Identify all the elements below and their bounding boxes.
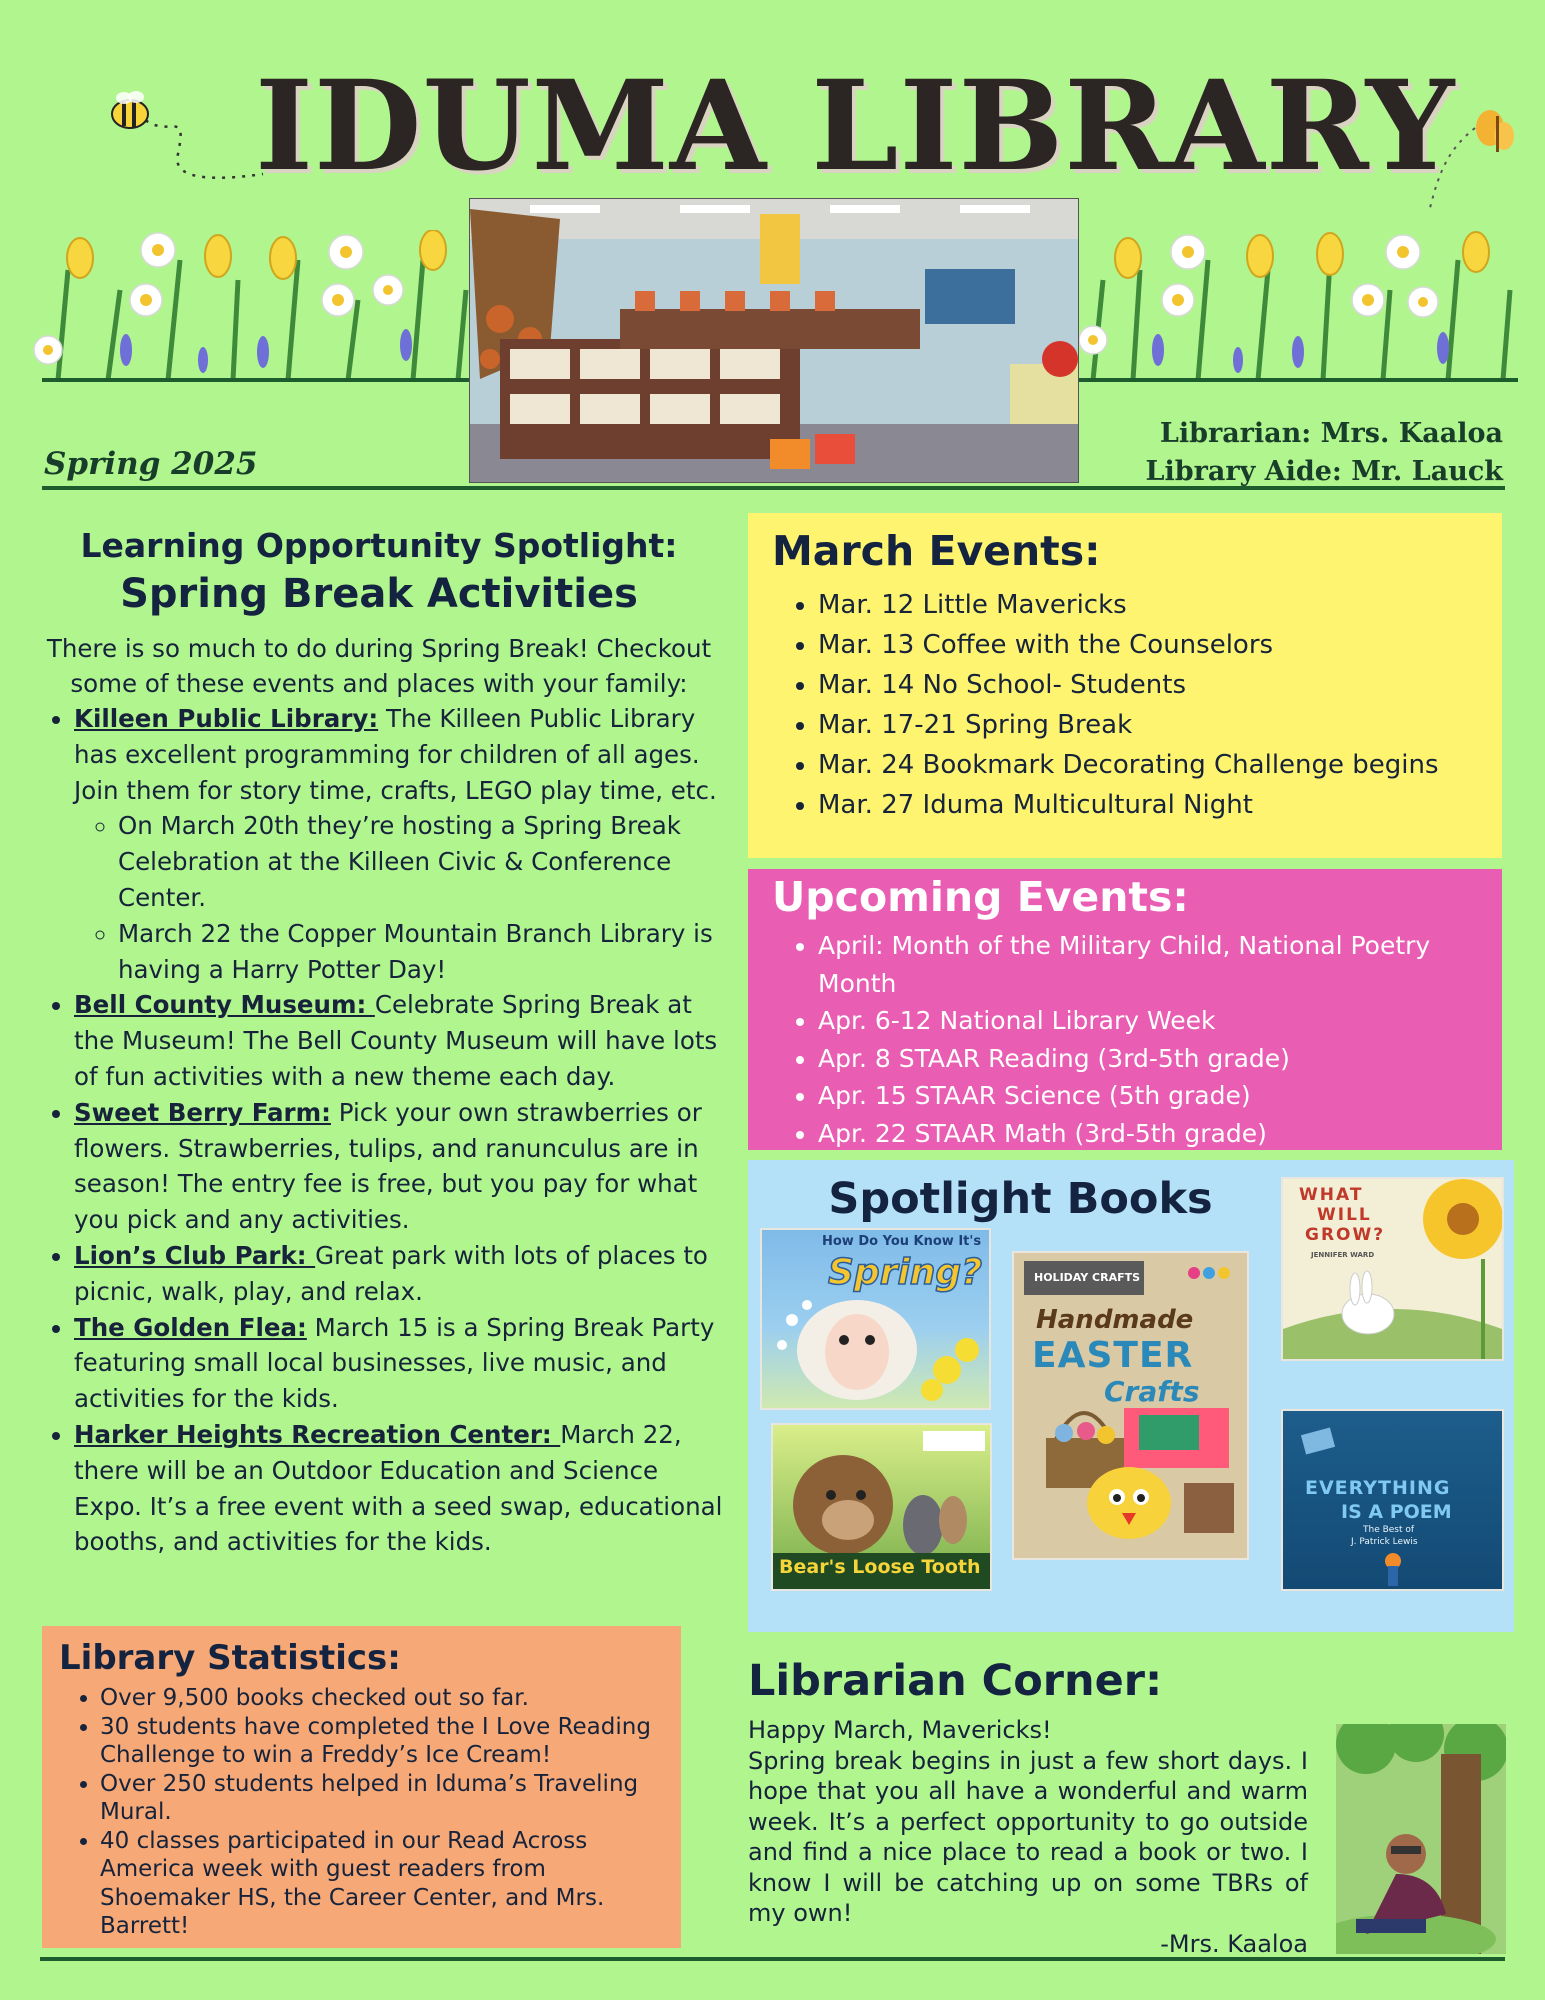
book-cover-bears-loose-tooth[interactable] — [771, 1423, 992, 1591]
march-events-heading: March Events: — [772, 527, 1101, 575]
book-subtitle: The Best of — [1363, 1525, 1415, 1535]
list-item — [74, 1095, 724, 1238]
library-aide-credit: Library Aide: Mr. Lauck — [1145, 456, 1503, 487]
spotlight-kicker: Learning Opportunity Spotlight: — [80, 526, 678, 565]
sub-list-item: ◦ On March 20th they’re hosting a Spring Break Celebration at the Killeen Civic & Conference Center. — [118, 808, 724, 915]
list-item: • Mar. 24 Bookmark Decorating Challenge begins — [818, 745, 1482, 785]
upcoming-events-heading: Upcoming Events: — [772, 873, 1189, 921]
header-divider-left — [42, 378, 470, 382]
librarian-credit: Librarian: Mrs. Kaaloa — [1159, 418, 1503, 449]
header-divider-right — [1078, 378, 1518, 382]
book-author: J. Patrick Lewis — [1351, 1537, 1418, 1547]
book-cover-easter-crafts[interactable] — [1012, 1251, 1249, 1560]
upcoming-events-box — [748, 869, 1502, 1150]
list-item: • Apr. 6-12 National Library Week — [818, 1002, 1482, 1040]
place-link[interactable]: Lion’s Club Park: — [74, 1240, 316, 1270]
place-description: Celebrate Spring Break at the Museum! The Bell County Museum will have lots of fun activities with a new theme each day. — [74, 990, 718, 1091]
librarian-avatar — [1336, 1724, 1506, 1954]
list-item — [74, 987, 724, 1094]
corner-signature: -Mrs. Kaaloa — [1160, 1929, 1308, 1958]
spotlight-section — [34, 522, 724, 1560]
spotlight-books-box — [748, 1160, 1514, 1632]
statistics-heading: Library Statistics: — [59, 1638, 401, 1678]
library-statistics-box — [42, 1626, 681, 1948]
place-link[interactable]: Killeen Public Library: — [74, 704, 379, 733]
list-item: • April: Month of the Military Child, National Poetry Month — [818, 927, 1482, 1002]
spotlight-heading: Spring Break Activities — [120, 571, 638, 617]
bunny-sunflower-illustration — [1283, 1179, 1502, 1359]
book-title-line: Crafts — [1104, 1375, 1200, 1408]
list-item: • 30 students have completed the I Love Reading Challenge to win a Freddy’s Ice Cream! — [100, 1713, 671, 1770]
list-item: • Apr. 15 STAAR Science (5th grade) — [818, 1077, 1482, 1115]
book-cover-spring[interactable] — [760, 1228, 991, 1410]
place-link[interactable]: The Golden Flea: — [74, 1312, 307, 1342]
library-photo — [469, 198, 1079, 483]
list-item: • Mar. 12 Little Mavericks — [818, 585, 1482, 625]
place-description: Pick your own strawberries or flowers. Strawberries, tulips, and ranunculus are in season! The entry fee is free, but you pay for what you pick and any activities. — [74, 1097, 702, 1235]
march-events-list — [748, 585, 1502, 825]
book-title-line: Handmade — [1036, 1305, 1194, 1335]
butterfly-icon — [1420, 108, 1525, 218]
corner-greeting: Happy March, Mavericks! — [748, 1716, 1052, 1744]
librarian-corner-text — [748, 1715, 1308, 1959]
list-item: • Mar. 27 Iduma Multicultural Night — [818, 785, 1482, 825]
book-title-line: WHAT — [1299, 1185, 1364, 1205]
list-item: • Over 9,500 books checked out so far. — [100, 1684, 671, 1713]
book-title-main: GROW? — [1305, 1225, 1386, 1245]
list-item: • Apr. 8 STAAR Reading (3rd-5th grade) — [818, 1040, 1482, 1078]
bee-icon — [108, 84, 268, 194]
book-title-main: IS A POEM — [1341, 1501, 1452, 1523]
list-item: • Mar. 17-21 Spring Break — [818, 705, 1482, 745]
list-item — [74, 1310, 724, 1417]
book-title-line: How Do You Know It's — [822, 1234, 982, 1249]
place-description: Great park with lots of places to picnic, walk, play, and relax. — [74, 1240, 708, 1306]
statistics-list — [42, 1684, 681, 1941]
list-item: • Mar. 13 Coffee with the Counselors — [818, 625, 1482, 665]
places-list — [34, 701, 724, 1560]
upcoming-events-list — [748, 927, 1502, 1153]
march-events-box — [748, 513, 1502, 858]
list-item: • Over 250 students helped in Iduma’s Traveling Mural. — [100, 1770, 671, 1827]
list-item — [74, 1417, 724, 1560]
book-author: JENNIFER WARD — [1311, 1251, 1375, 1259]
issue-season: Spring 2025 — [44, 446, 258, 482]
spotlight-books-heading: Spotlight Books — [828, 1174, 1213, 1224]
place-description: March 22, there will be an Outdoor Education and Science Expo. It’s a free event with a seed swap, educational booths, and activities for the kids. — [74, 1419, 723, 1557]
footer-divider — [40, 1957, 1505, 1961]
spring-flowers-left — [28, 230, 470, 380]
book-cover-what-will-grow[interactable] — [1281, 1177, 1504, 1361]
list-item: • Mar. 14 No School- Students — [818, 665, 1482, 705]
book-title-main: Spring? — [828, 1252, 983, 1293]
list-item: • Apr. 22 STAAR Math (3rd-5th grade) — [818, 1115, 1482, 1153]
list-item: • 40 classes participated in our Read Across America week with guest readers from Shoemaker HS, the Career Center, and Mrs. Barrett! — [100, 1827, 671, 1941]
place-link[interactable]: Bell County Museum: — [74, 990, 375, 1020]
librarian-corner-heading: Librarian Corner: — [748, 1656, 1163, 1706]
book-title-line: EVERYTHING — [1305, 1477, 1451, 1499]
sub-list — [74, 808, 724, 987]
spring-flowers-right — [1078, 230, 1518, 380]
book-title-line: WILL — [1317, 1205, 1372, 1225]
list-item — [74, 1238, 724, 1310]
sub-list-item: ◦ March 22 the Copper Mountain Branch Library is having a Harry Potter Day! — [118, 916, 724, 988]
newsletter-title: IDUMA LIBRARY — [255, 54, 1456, 199]
list-item — [74, 701, 724, 987]
corner-body: Spring break begins in just a few short days. I hope that you all have a wonderful and warm week. It’s a perfect opportunity to go outside and find a nice place to read a book or two. I know I will be catching up on some TBRs of my own! — [748, 1746, 1308, 1927]
place-link[interactable]: Sweet Berry Farm: — [74, 1097, 331, 1127]
spotlight-intro: There is so much to do during Spring Break! Checkout some of these events and places with your family: — [46, 634, 712, 698]
book-title-main: Bear's Loose Tooth — [779, 1556, 981, 1578]
place-description: March 15 is a Spring Break Party featuring small local businesses, live music, and activities for the kids. — [74, 1312, 715, 1414]
poem-illustration — [1283, 1411, 1502, 1589]
place-description: The Killeen Public Library has excellent programming for children of all ages. Join them for story time, crafts, LEGO play time, etc. — [74, 704, 717, 805]
book-cover-everything-is-a-poem[interactable] — [1281, 1409, 1504, 1591]
book-title-main: EASTER — [1032, 1335, 1194, 1376]
book-series-label: HOLIDAY CRAFTS — [1034, 1271, 1141, 1284]
place-link[interactable]: Harker Heights Recreation Center: — [74, 1419, 561, 1449]
